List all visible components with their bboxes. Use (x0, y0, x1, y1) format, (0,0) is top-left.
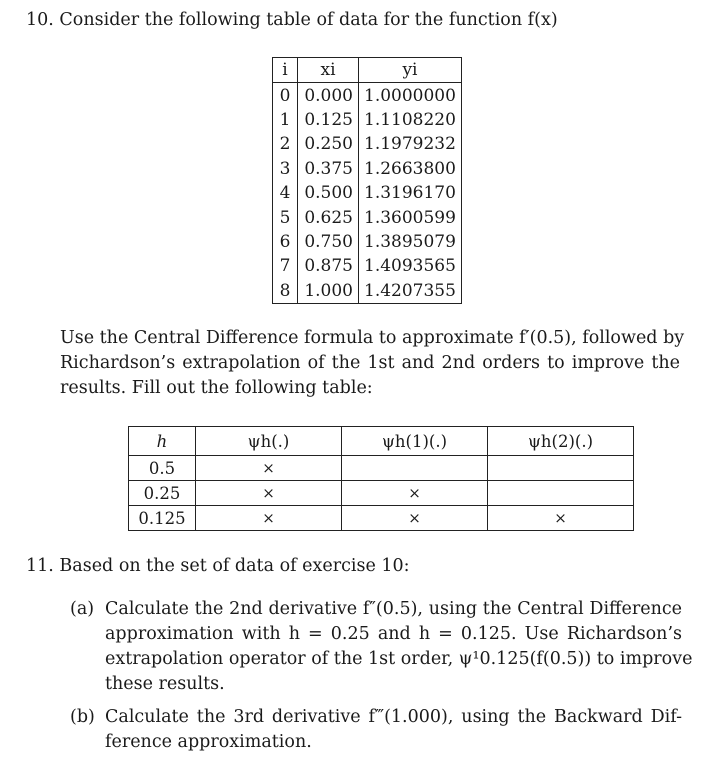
item-a-line-4: these results. (105, 674, 225, 694)
item-a-line-1: Calculate the 2nd derivative f″(0.5), using the Central Difference (105, 599, 682, 619)
cell-y: 1.3895079 (364, 231, 456, 252)
cell-h: 0.125 (129, 506, 196, 531)
cell-y: 1.4207355 (364, 280, 456, 301)
cell-y: 1.0000000 (364, 85, 456, 106)
data-table-body (273, 83, 462, 304)
instruction-paragraph (60, 326, 685, 401)
cell-x: 0.625 (298, 205, 359, 229)
item-b-line-1: Calculate the 3rd derivative f‴(1.000), using the Backward Dif- (105, 707, 682, 727)
exercise-10-number: 10. (26, 10, 54, 30)
cell-i: 6 (273, 230, 298, 254)
data-row (273, 279, 462, 304)
cell-y: 1.1979232 (364, 134, 456, 155)
richardson-table-header (129, 427, 634, 456)
cell-x: 0.125 (298, 108, 359, 132)
richardson-row (129, 456, 634, 481)
cell-i: 7 (273, 254, 298, 278)
cross-mark: × (488, 506, 634, 531)
cell-i: 8 (273, 279, 298, 304)
richardson-table (128, 426, 634, 531)
instruction-line-3: results. Fill out the following table: (60, 378, 373, 398)
item-b-line-2: ference approximation. (105, 732, 312, 752)
exercise-11-item-b (70, 705, 682, 755)
exercise-11-prompt: Based on the set of data of exercise 10: (59, 556, 410, 576)
header-i: i (273, 58, 298, 83)
cell-y: 1.3600599 (364, 207, 456, 228)
data-table (272, 57, 462, 304)
cell-h: 0.5 (129, 456, 196, 481)
exercise-10-prompt: Consider the following table of data for the function f(x) (59, 10, 558, 30)
data-table-header (273, 58, 462, 83)
cell-x: 0.750 (298, 230, 359, 254)
data-row (273, 83, 462, 108)
exercise-10-heading (26, 10, 558, 30)
instruction-line-1: Use the Central Difference formula to approximate f′(0.5), followed by (60, 328, 685, 348)
header-psi-1: ψh(1)(.) (342, 427, 488, 456)
item-a-label: (a) (70, 599, 95, 619)
data-row (273, 254, 462, 278)
cell-x: 1.000 (298, 279, 359, 304)
cell-y: 1.2663800 (364, 158, 456, 179)
exercise-11-number: 11. (26, 556, 54, 576)
cell-x: 0.500 (298, 181, 359, 205)
instruction-line-2: Richardson’s extrapolation of the 1st and 2nd orders to improve the (60, 353, 680, 373)
header-psi: ψh(.) (196, 427, 342, 456)
richardson-row (129, 481, 634, 506)
exercise-11-heading (26, 556, 410, 576)
empty-cell (488, 456, 634, 481)
cell-x: 0.250 (298, 132, 359, 156)
cross-mark: × (342, 506, 488, 531)
cell-i: 2 (273, 132, 298, 156)
cross-mark: × (196, 506, 342, 531)
cell-y: 1.1108220 (364, 109, 456, 130)
cell-x: 0.000 (298, 83, 359, 108)
cell-h: 0.25 (129, 481, 196, 506)
data-row (273, 132, 462, 156)
cell-y: 1.4093565 (364, 256, 456, 277)
header-h: h (129, 427, 196, 456)
richardson-table-body (129, 456, 634, 531)
cell-i: 3 (273, 157, 298, 181)
cell-i: 5 (273, 205, 298, 229)
cell-y: 1.3196170 (364, 183, 456, 204)
exercise-11-item-a (70, 597, 693, 697)
cell-x: 0.375 (298, 157, 359, 181)
data-row (273, 230, 462, 254)
cross-mark: × (196, 456, 342, 481)
item-a-line-2: approximation with h = 0.25 and h = 0.125. Use Richardson’s (105, 624, 682, 644)
header-psi-2: ψh(2)(.) (488, 427, 634, 456)
empty-cell (342, 456, 488, 481)
data-row (273, 205, 462, 229)
item-b-label: (b) (70, 707, 95, 727)
item-a-line-3: extrapolation operator of the 1st order, ψ¹0.125(f(0.5)) to improve (105, 649, 693, 669)
data-row (273, 157, 462, 181)
empty-cell (488, 481, 634, 506)
header-yi: yi (359, 58, 462, 83)
data-row (273, 108, 462, 132)
cross-mark: × (196, 481, 342, 506)
cell-i: 1 (273, 108, 298, 132)
cross-mark: × (342, 481, 488, 506)
cell-i: 4 (273, 181, 298, 205)
data-row (273, 181, 462, 205)
header-xi: xi (298, 58, 359, 83)
cell-x: 0.875 (298, 254, 359, 278)
cell-i: 0 (273, 83, 298, 108)
richardson-row (129, 506, 634, 531)
